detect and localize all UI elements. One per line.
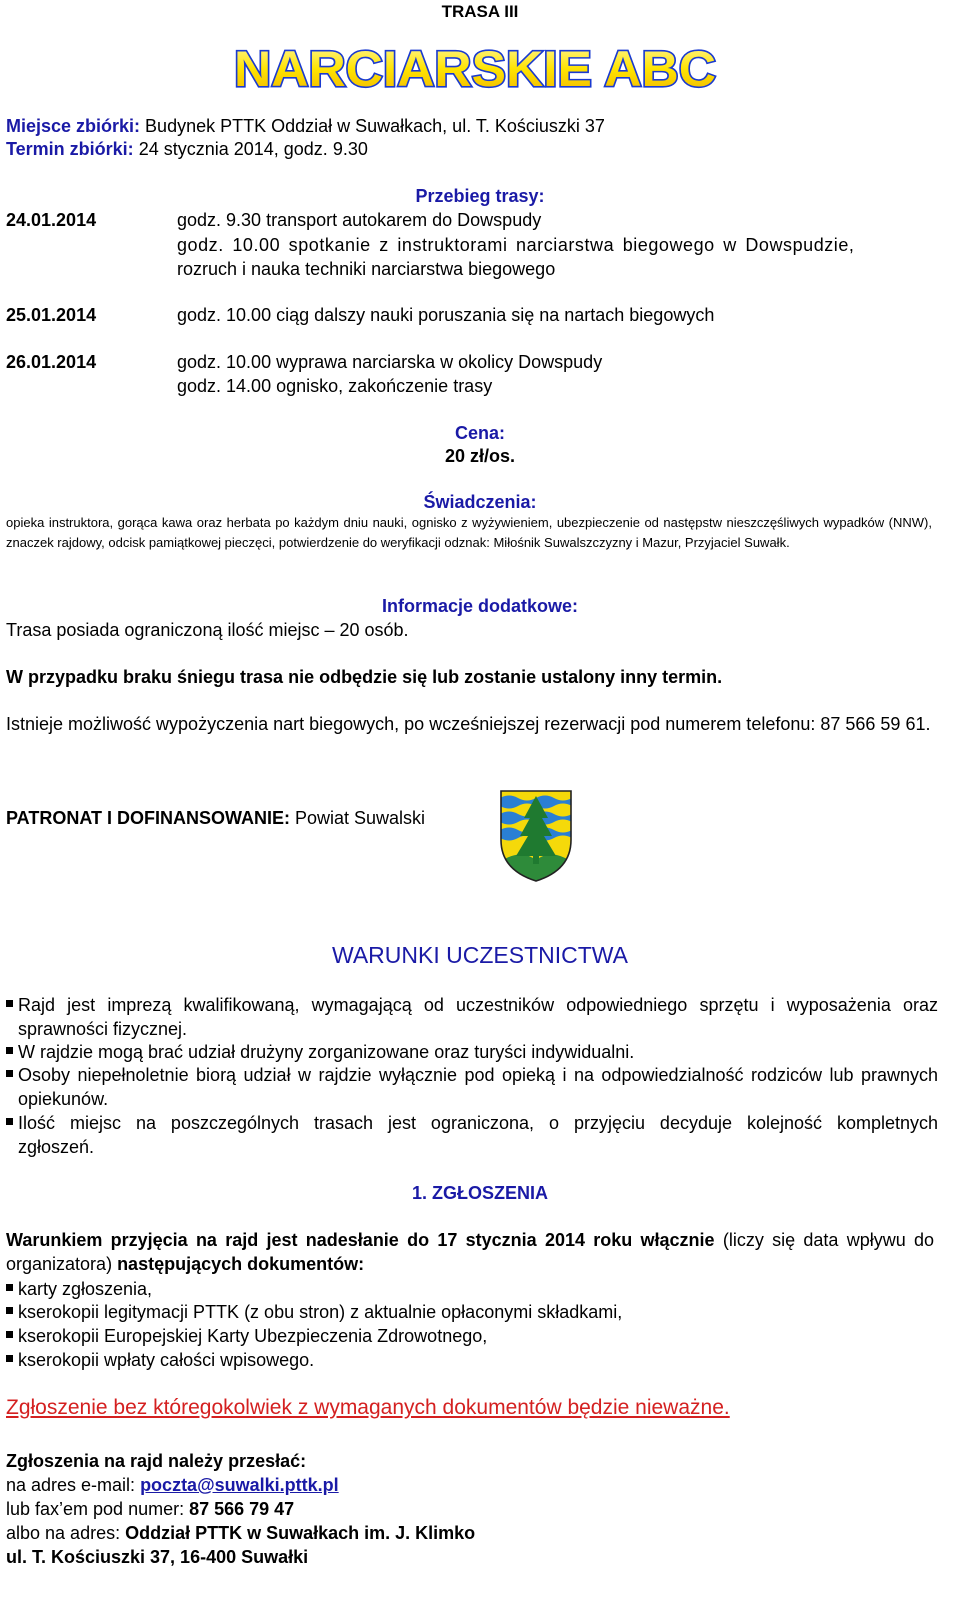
bullet-icon bbox=[6, 1307, 13, 1314]
day3-line2: godz. 14.00 ognisko, zakończenie trasy bbox=[177, 376, 493, 396]
email-link[interactable]: poczta@suwalki.pttk.pl bbox=[140, 1475, 339, 1495]
patronage-value: Powiat Suwalski bbox=[289, 808, 426, 828]
meeting-time-label: Termin zbiórki: bbox=[6, 139, 134, 159]
list-item: kserokopii Europejskiej Karty Ubezpieczenia Zdrowotnego, bbox=[18, 1326, 488, 1346]
registration-note: (liczy się data wpływu do organizatora) bbox=[6, 1230, 935, 1274]
bullet-icon bbox=[6, 1331, 13, 1338]
meeting-place bbox=[6, 114, 605, 138]
benefits-text: opieka instruktora, gorąca kawa oraz herbata po każdym dniu nauki, ognisko z wyżywieniem, ubezpieczenie od następstw nieszczęśliwych wypadków (NNW), znaczek rajdowy, odcisk pamiątkowej pieczęci, potwierdzenie do weryfikacji odznak: Miłośnik Suwalszczyzny i Mazur, Przyjaciel Suwałk. bbox=[6, 515, 932, 550]
title-banner bbox=[230, 42, 720, 94]
day1-line3: rozruch i nauka techniki narciarstwa biegowego bbox=[177, 259, 556, 279]
registration-intro bbox=[6, 1228, 934, 1276]
benefits-heading: Świadczenia: bbox=[423, 492, 537, 512]
patronage-label: PATRONAT I DOFINANSOWANIE: bbox=[6, 808, 290, 828]
ski-rental-info: Istnieje możliwość wypożyczenia nart biegowych, po wcześniejszej rezerwacji pod numerem telefonu: 87 566 59 61. bbox=[6, 714, 931, 734]
price-value: 20 zł/os. bbox=[444, 446, 516, 466]
conditions-heading: WARUNKI UCZESTNICTWA bbox=[331, 942, 628, 968]
address-line bbox=[6, 1521, 475, 1545]
list-item: W rajdzie mogą brać udział drużyny zorganizowane oraz turyści indywidualni. bbox=[18, 1042, 635, 1062]
day1-line1: godz. 9.30 transport autokarem do Dowspudy bbox=[177, 210, 542, 230]
address-name: Oddział PTTK w Suwałkach im. J. Klimko bbox=[125, 1523, 476, 1543]
registration-docs-label: następujących dokumentów: bbox=[117, 1254, 365, 1274]
list-item: karty zgłoszenia, bbox=[18, 1279, 153, 1299]
bullet-icon bbox=[6, 1070, 13, 1077]
day1-line2: godz. 10.00 spotkanie z instruktorami narciarstwa biegowego w Dowspudzie, bbox=[177, 235, 855, 255]
day3-line1: godz. 10.00 wyprawa narciarska w okolicy Dowspudy bbox=[177, 352, 603, 372]
day3-date: 26.01.2014 bbox=[6, 352, 97, 372]
day1-date: 24.01.2014 bbox=[6, 210, 97, 230]
warning-text: Zgłoszenie bez któregokolwiek z wymaganych dokumentów będzie nieważne. bbox=[6, 1396, 730, 1419]
patronage bbox=[6, 806, 425, 830]
registration-heading: 1. ZGŁOSZENIA bbox=[411, 1183, 548, 1203]
email-line bbox=[6, 1473, 339, 1497]
email-label: na adres e-mail: bbox=[6, 1475, 141, 1495]
meeting-place-value: Budynek PTTK Oddział w Suwałkach, ul. T. Kościuszki 37 bbox=[140, 116, 605, 136]
bullet-icon bbox=[6, 1118, 13, 1125]
bullet-icon bbox=[6, 1047, 13, 1054]
address-street: ul. T. Kościuszki 37, 16-400 Suwałki bbox=[6, 1547, 309, 1567]
list-item: kserokopii legitymacji PTTK (z obu stron) z aktualnie opłaconymi składkami, bbox=[18, 1302, 623, 1322]
meeting-time bbox=[6, 137, 368, 161]
meeting-place-label: Miejsce zbiórki: bbox=[6, 116, 141, 136]
bullet-icon bbox=[6, 1284, 13, 1291]
fax-label: lub fax’em pod numer: bbox=[6, 1499, 190, 1519]
list-item: kserokopii wpłaty całości wpisowego. bbox=[18, 1350, 315, 1370]
route-label: TRASA III bbox=[441, 2, 519, 21]
day2-date: 25.01.2014 bbox=[6, 305, 97, 325]
list-item: Ilość miejsc na poszczególnych trasach jest ograniczona, o przyjęciu decyduje kolejność kompletnych zgłoszeń. bbox=[18, 1113, 938, 1157]
meeting-time-value: 24 stycznia 2014, godz. 9.30 bbox=[133, 139, 368, 159]
fax-number: 87 566 79 47 bbox=[189, 1499, 295, 1519]
title-banner-text: NARCIARSKIE ABC bbox=[234, 42, 716, 94]
day2-line1: godz. 10.00 ciąg dalszy nauki poruszania się na nartach biegowych bbox=[177, 305, 715, 325]
registration-deadline: Warunkiem przyjęcia na rajd jest nadesłanie do 17 stycznia 2014 roku włącznie bbox=[6, 1230, 715, 1250]
address-label: albo na adres: bbox=[6, 1523, 126, 1543]
fax-line bbox=[6, 1497, 294, 1521]
list-item: Rajd jest imprezą kwalifikowaną, wymagającą od uczestników odpowiedniego sprzętu i wyposażenia oraz sprawności fizycznej. bbox=[18, 995, 938, 1039]
places-limit-text: Trasa posiada ograniczoną ilość miejsc – 20 osób. bbox=[6, 620, 409, 640]
schedule-heading: Przebieg trasy: bbox=[415, 186, 545, 206]
price-heading: Cena: bbox=[454, 423, 505, 443]
coat-of-arms-icon bbox=[500, 790, 572, 882]
list-item: Osoby niepełnoletnie biorą udział w rajdzie wyłącznie pod opieką i na odpowiedzialność rodziców lub prawnych opiekunów. bbox=[18, 1065, 938, 1109]
bullet-icon bbox=[6, 1355, 13, 1362]
snow-notice: W przypadku braku śniegu trasa nie odbędzie się lub zostanie ustalony inny termin. bbox=[6, 667, 723, 687]
additional-heading: Informacje dodatkowe: bbox=[381, 596, 579, 616]
bullet-icon bbox=[6, 1000, 13, 1007]
send-heading: Zgłoszenia na rajd należy przesłać: bbox=[6, 1451, 307, 1471]
